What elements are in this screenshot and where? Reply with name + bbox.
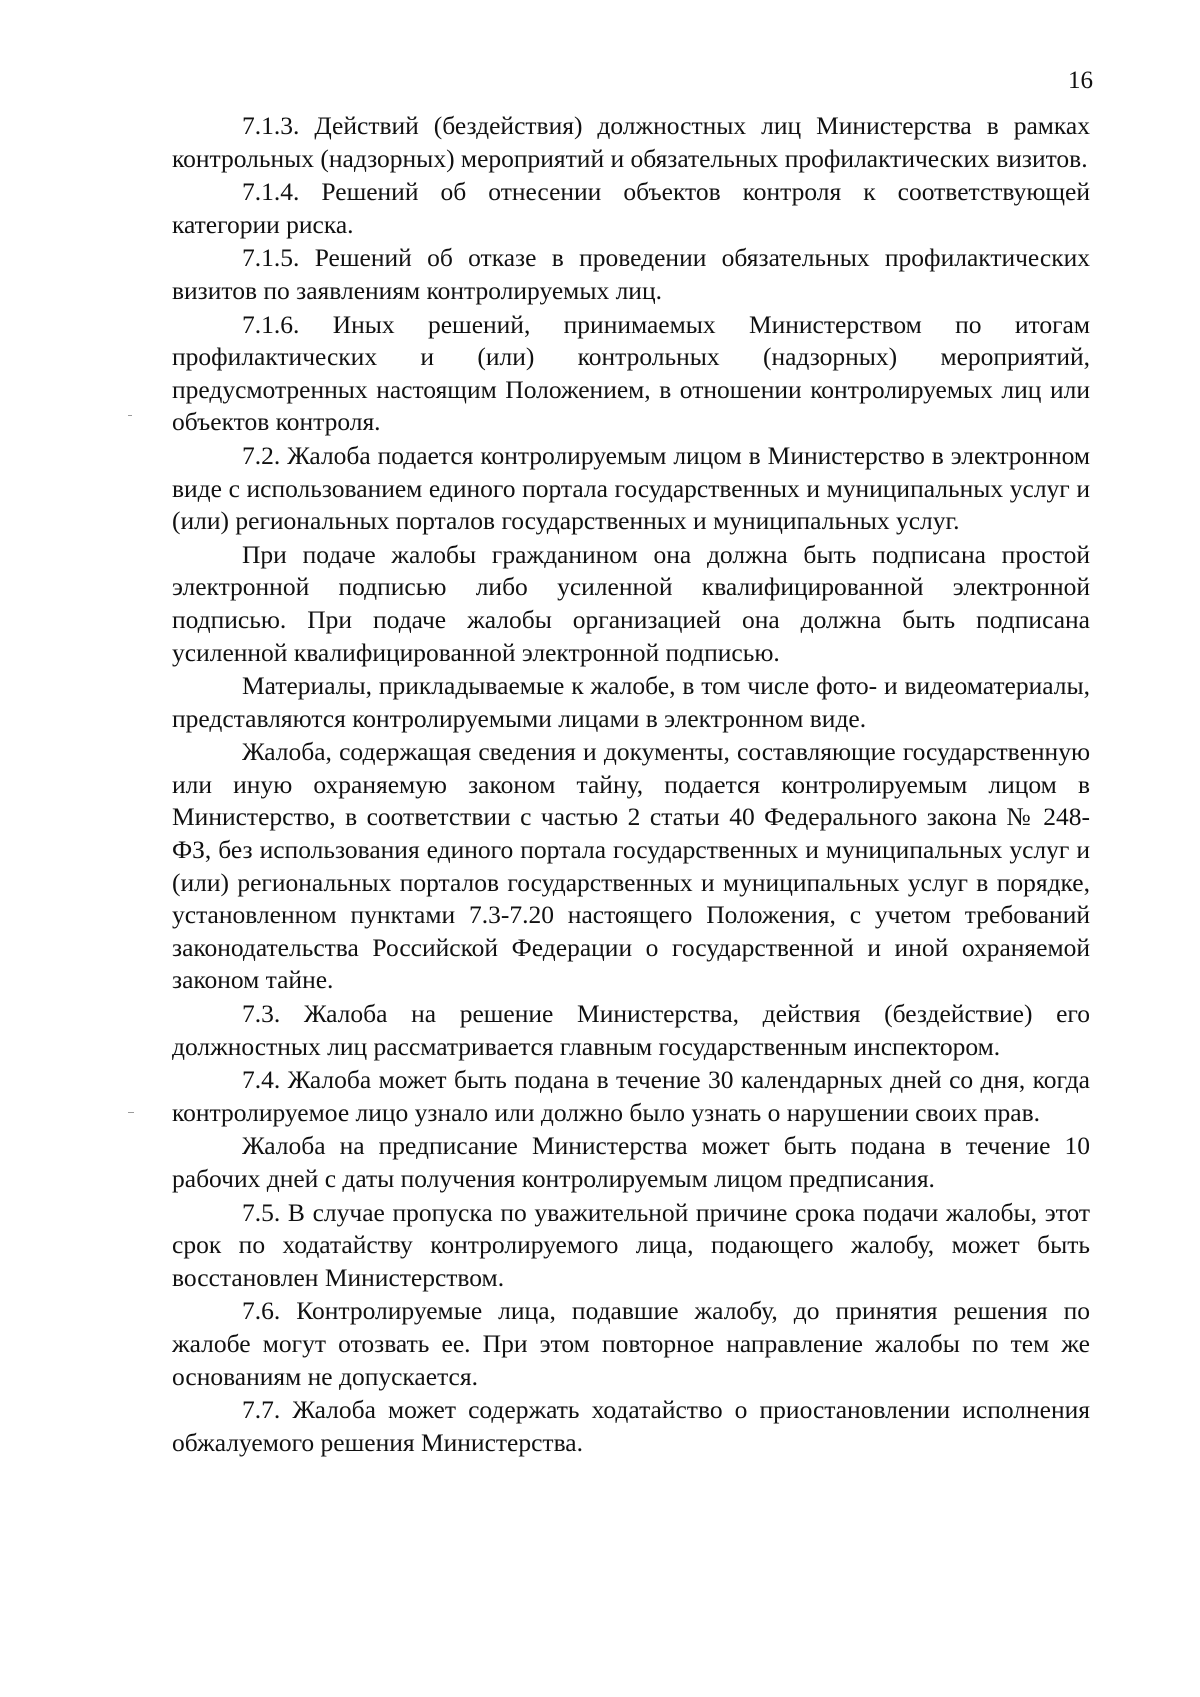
paragraph-secret-information: Жалоба, содержащая сведения и документы, составляющие государственную или иную охраняемую законом тайну, подается контролируемым лицом в Министерство, в соответствии с частью 2 статьи 40 Федерального закона № 248-ФЗ, без использования единого портала государственных и муниципальных услуг и (или) региональных порталов государственных и муниципальных услуг в порядке, установленном пунктами 7.3-7.20 настоящего Положения, с учетом требований законодательства Российской Федерации о государственной и иной охраняемой законом тайне. [172, 737, 1090, 995]
paragraph-7-7: 7.7. Жалоба может содержать ходатайство о приостановлении исполнения обжалуемого решения Министерства. [172, 1395, 1090, 1457]
paragraph-7-3: 7.3. Жалоба на решение Министерства, действия (бездействие) его должностных лиц рассматривается главным государственным инспектором. [172, 999, 1090, 1061]
paragraph-attached-materials: Материалы, прикладываемые к жалобе, в том числе фото- и видеоматериалы, представляются контролируемыми лицами в электронном виде. [172, 671, 1090, 733]
page-number: 16 [1068, 67, 1093, 94]
scan-artifact-mark [128, 1112, 134, 1113]
paragraph-7-1-4: 7.1.4. Решений об отнесении объектов контроля к соответствующей категории риска. [172, 177, 1090, 239]
paragraph-7-1-5: 7.1.5. Решений об отказе в проведении обязательных профилактических визитов по заявлениям контролируемых лиц. [172, 243, 1090, 305]
paragraph-7-2: 7.2. Жалоба подается контролируемым лицом в Министерство в электронном виде с использованием единого портала государственных и муниципальных услуг и (или) региональных порталов государственных и муниципальных услуг. [172, 440, 1090, 536]
paragraph-7-5: 7.5. В случае пропуска по уважительной причине срока подачи жалобы, этот срок по ходатайству контролируемого лица, подающего жалобу, может быть восстановлен Министерством. [172, 1197, 1090, 1292]
paragraph-signature-requirements: При подаче жалобы гражданином она должна быть подписана простой электронной подписью либо усиленной квалифицированной электронной подписью. При подаче жалобы организацией она должна быть подписана усиленной квалифицированной электронной подписью. [172, 539, 1090, 667]
paragraph-prescription-appeal: Жалоба на предписание Министерства может быть подана в течение 10 рабочих дней с даты получения контролируемым лицом предписания. [172, 1131, 1090, 1193]
paragraph-7-1-3: 7.1.3. Действий (бездействия) должностных лиц Министерства в рамках контрольных (надзорных) мероприятий и обязательных профилактических визитов. [172, 111, 1090, 173]
paragraph-7-6: 7.6. Контролируемые лица, подавшие жалобу, до принятия решения по жалобе могут отозвать ее. При этом повторное направление жалобы по тем же основаниям не допускается. [172, 1296, 1090, 1391]
document-body [172, 110, 1090, 1459]
paragraph-7-1-6: 7.1.6. Иных решений, принимаемых Министерством по итогам профилактических и (или) контрольных (надзорных) мероприятий, предусмотренных настоящим Положением, в отношении контролируемых лиц или объектов контроля. [172, 309, 1090, 437]
scan-artifact-mark [128, 415, 132, 416]
paragraph-7-4: 7.4. Жалоба может быть подана в течение 30 календарных дней со дня, когда контролируемое лицо узнало или должно было узнать о нарушении своих прав. [172, 1065, 1090, 1127]
